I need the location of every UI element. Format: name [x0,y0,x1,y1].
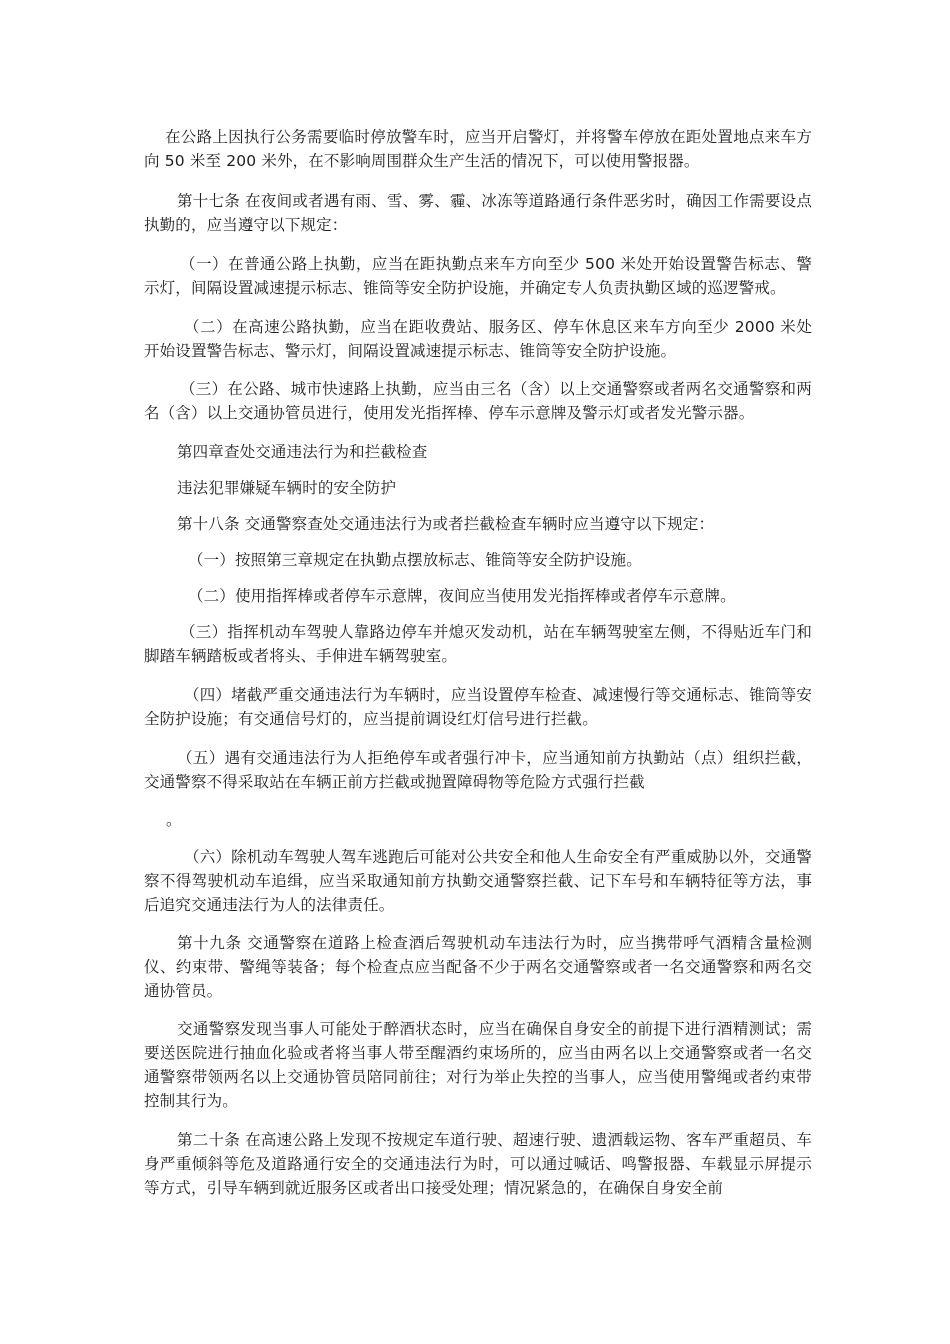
paragraph-article-18: 第十八条 交通警察查处交通违法行为或者拦截检查车辆时应当遵守以下规定： [177,515,715,533]
paragraph-police-car-parking: 在公路上因执行公务需要临时停放警车时，应当开启警灯，并将警车停放在距处置地点来车方向 50 米至 200 米外，在不影响周围群众生产生活的情况下，可以使用警报器。 [144,128,812,170]
paragraph-period: 。 [166,811,182,829]
paragraph-article-17-item-1: （一）在普通公路上执勤，应当在距执勤点来车方向至少 500 米处开始设置警告标志、警示灯，间隔设置减速提示标志、锥筒等安全防护设施，并确定专人负责执勤区域的巡逻警戒。 [144,255,812,297]
paragraph-article-18-item-2: （二）使用指挥棒或者停车示意牌，夜间应当使用发光指挥棒或者停车示意牌。 [188,587,736,605]
paragraph-article-17-item-3: （三）在公路、城市快速路上执勤，应当由三名（含）以上交通警察或者两名交通警察和两名（含）以上交通协管员进行，使用发光指挥棒、停车示意牌及警示灯或者发光警示器。 [144,380,812,422]
paragraph-article-18-item-3: （三）指挥机动车驾驶人靠路边停车并熄灭发动机，站在车辆驾驶室左侧，不得贴近车门和脚踏车辆踏板或者将头、手伸进车辆驾驶室。 [144,623,812,665]
paragraph-article-17-item-2: （二）在高速公路执勤，应当在距收费站、服务区、停车休息区来车方向至少 2000 米处开始设置警告标志、警示灯，间隔设置减速提示标志、锥筒等安全防护设施。 [144,318,812,360]
paragraph-article-17: 第十七条 在夜间或者遇有雨、雪、雾、霾、冰冻等道路通行条件恶劣时，确因工作需要设点执勤的，应当遵守以下规定： [144,192,812,234]
paragraph-article-18-item-1: （一）按照第三章规定在执勤点摆放标志、锥筒等安全防护设施。 [188,551,642,569]
paragraph-article-18-item-4: （四）堵截严重交通违法行为车辆时，应当设置停车检查、减速慢行等交通标志、锥筒等安全防护设施；有交通信号灯的，应当提前调设红灯信号进行拦截。 [144,686,812,728]
chapter-heading: 第四章查处交通违法行为和拦截检查 [177,443,428,461]
paragraph-article-18-item-5: （五）遇有交通违法行为人拒绝停车或者强行冲卡，应当通知前方执勤站（点）组织拦截，交通警察不得采取站在车辆正前方拦截或抛置障碍物等危险方式强行拦截 [144,749,812,791]
paragraph-article-20: 第二十条 在高速公路上发现不按规定车道行驶、超速行驶、遗洒载运物、客车严重超员、车身严重倾斜等危及道路通行安全的交通违法行为时，可以通过喊话、鸣警报器、车载显示屏提示等方式，引导车辆到就近服务区或者出口接受处理；情况紧急的，在确保自身安全前 [144,1131,812,1197]
paragraph-drunk-test: 交通警察发现当事人可能处于醉酒状态时，应当在确保自身安全的前提下进行酒精测试；需要送医院进行抽血化验或者将当事人带至醒酒约束场所的，应当由两名以上交通警察或者一名交通警察带领两名以上交通协管员陪同前往；对行为举止失控的当事人，应当使用警绳或者约束带控制其行为。 [144,1020,812,1110]
paragraph-article-18-item-6: （六）除机动车驾驶人驾车逃跑后可能对公共安全和他人生命安全有严重威胁以外，交通警察不得驾驶机动车追缉，应当采取通知前方执勤交通警察拦截、记下车号和车辆特征等方法，事后追究交通违法行为人的法律责任。 [144,848,812,914]
chapter-heading-continued: 违法犯罪嫌疑车辆时的安全防护 [177,479,397,497]
paragraph-article-19: 第十九条 交通警察在道路上检查酒后驾驶机动车违法行为时，应当携带呼气酒精含量检测仪、约束带、警绳等装备；每个检查点应当配备不少于两名交通警察或者一名交通警察和两名交通协管员。 [144,934,812,1000]
